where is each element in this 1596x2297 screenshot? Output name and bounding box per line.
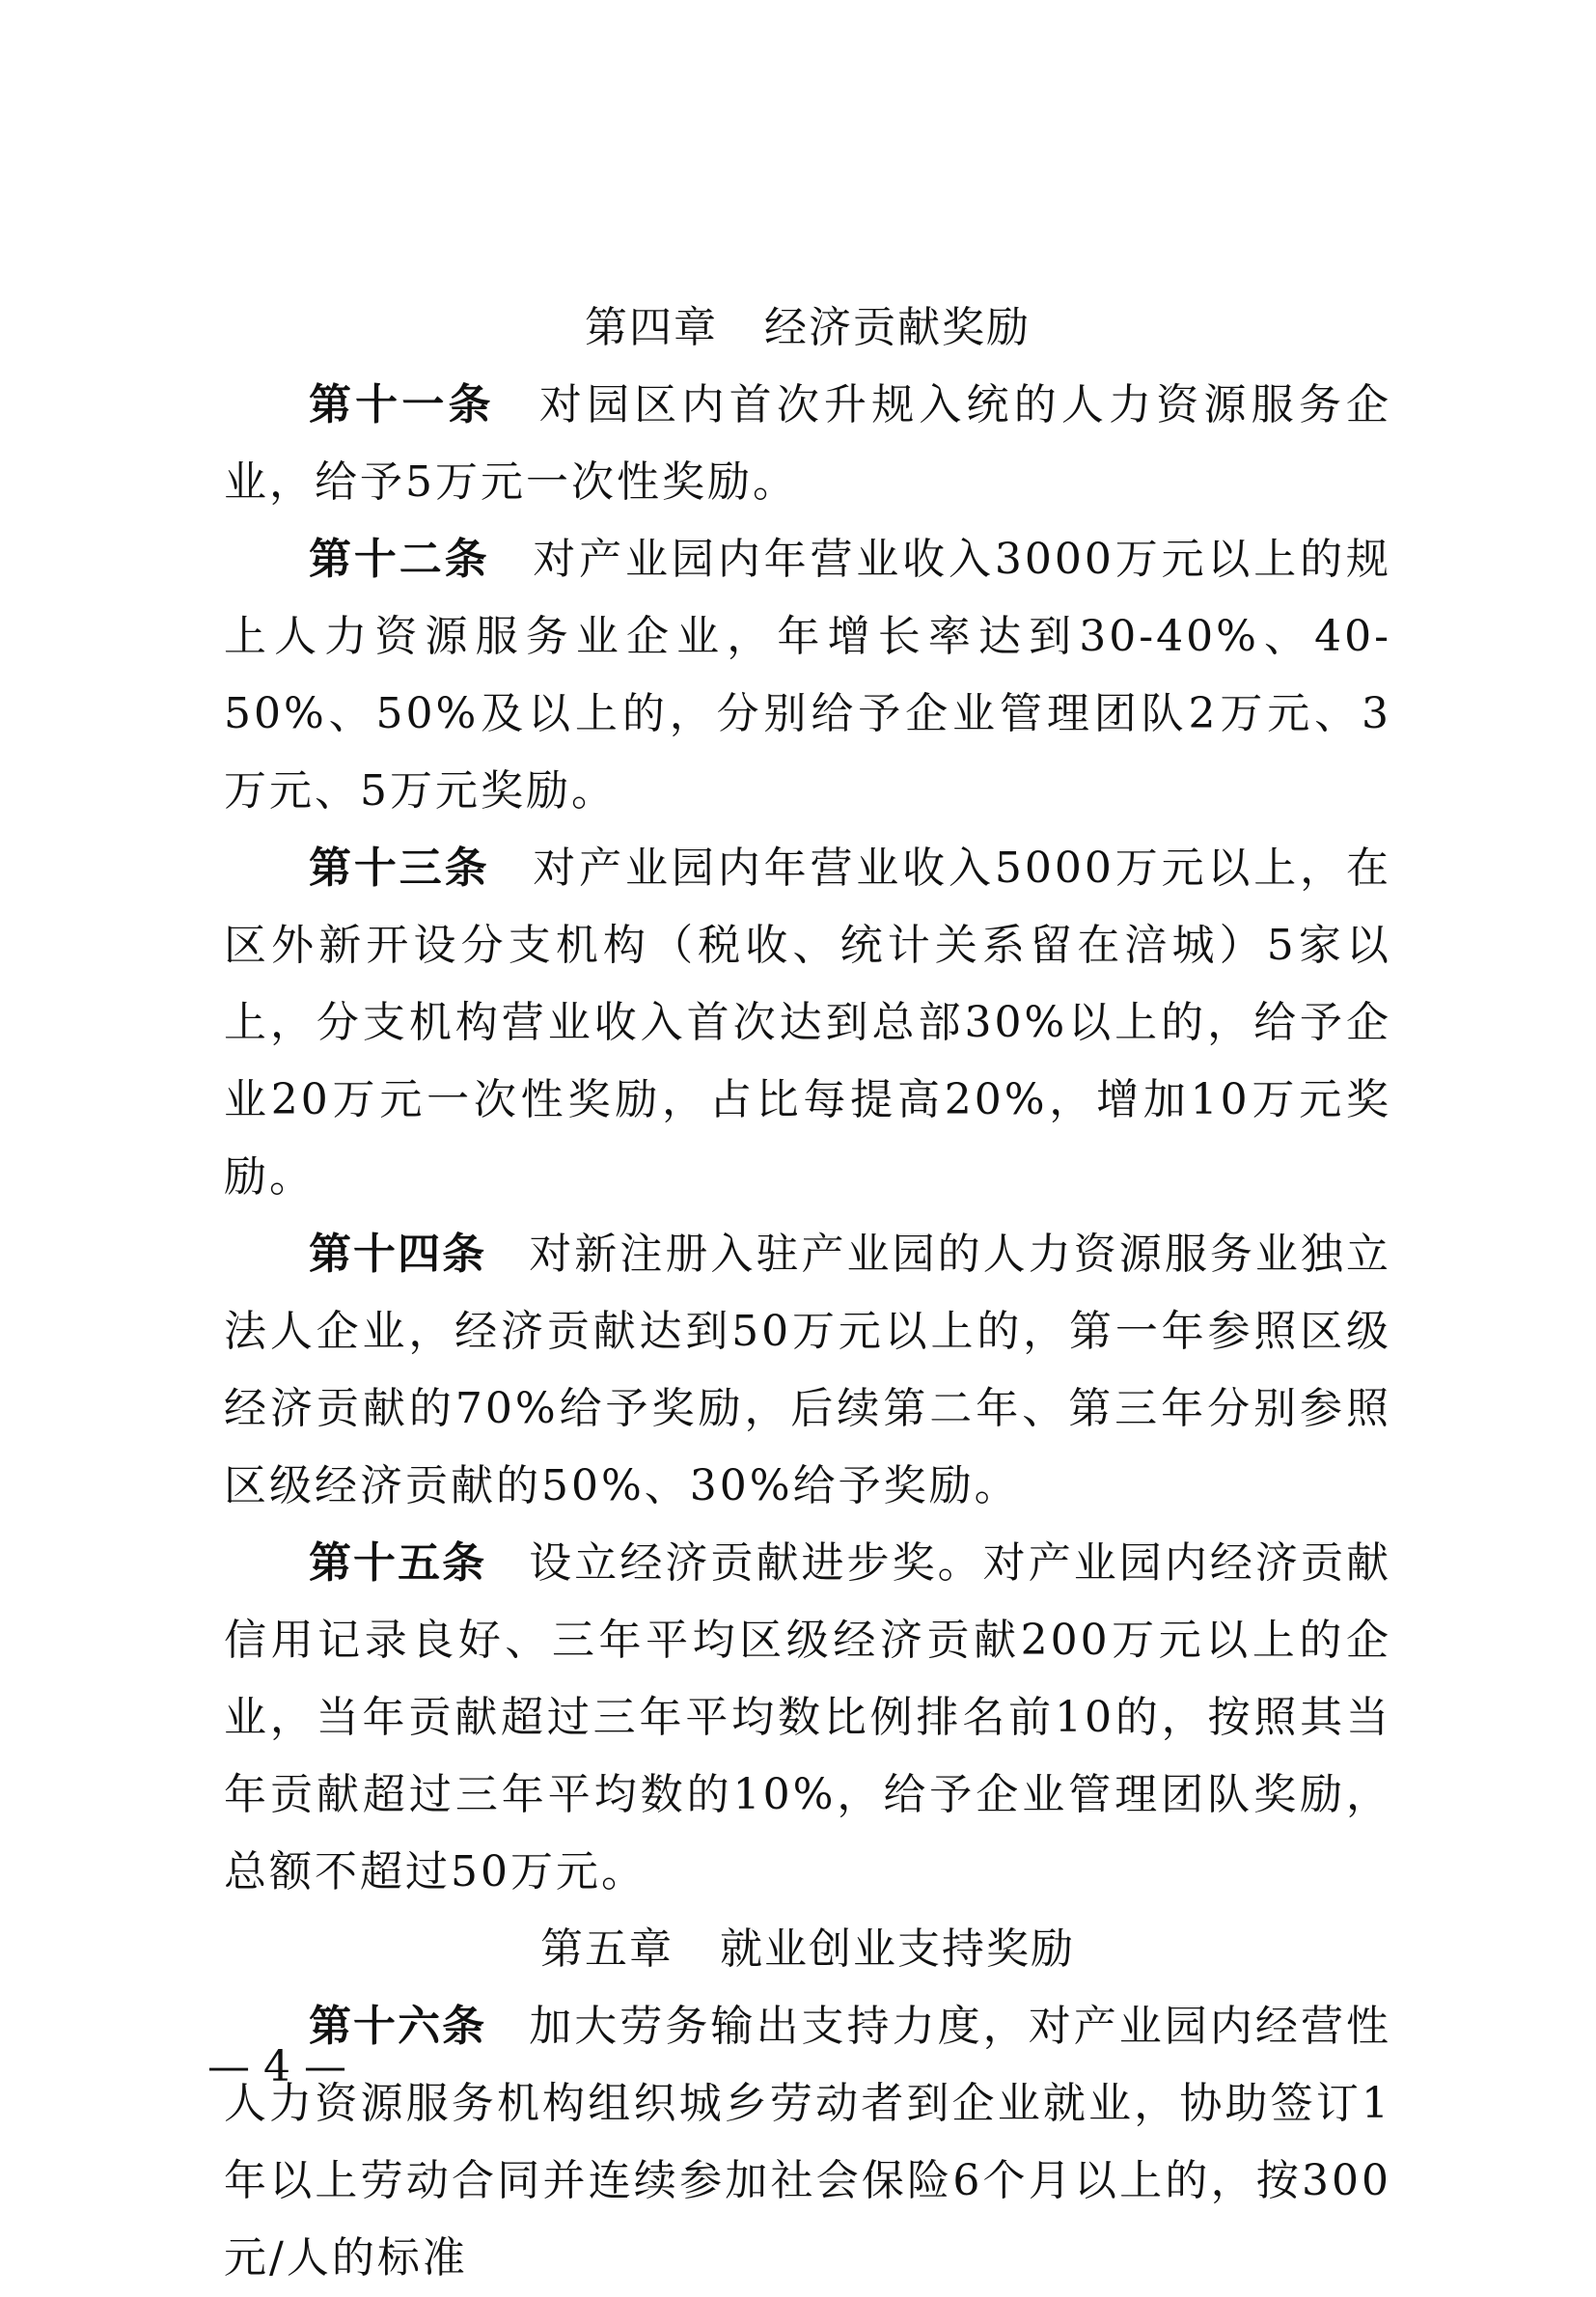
article-text: 对新注册入驻产业园的人力资源服务业独立法人企业，经济贡献达到50万元以上的，第一年参照区级经济贡献的70%给予奖励，后续第二年、第三年分别参照区级经济贡献的50%、30%给予奖励。 xyxy=(224,1230,1392,1510)
article-12 xyxy=(224,521,1391,830)
article-14 xyxy=(224,1216,1391,1525)
article-text: 对园区内首次升规入统的人力资源服务企业，给予5万元一次性奖励。 xyxy=(224,380,1392,507)
article-text: 加大劳务输出支持力度，对产业园内经营性人力资源服务机构组织城乡劳动者到企业就业，协助签订1年以上劳动合同并连续参加社会保险6个月以上的，按300元/人的标准 xyxy=(224,2002,1392,2283)
article-label: 第十三条 xyxy=(309,844,490,893)
article-label: 第十六条 xyxy=(309,2002,487,2051)
chapter-heading-5 xyxy=(224,1911,1391,1988)
chapter-title: 经济贡献奖励 xyxy=(764,303,1031,352)
article-label: 第十四条 xyxy=(309,1230,487,1279)
page-number: — 4 — xyxy=(207,2042,346,2091)
article-label: 第十一条 xyxy=(309,380,495,429)
article-text: 对产业园内年营业收入3000万元以上的规上人力资源服务业企业，年增长率达到30-40%、40-50%、50%及以上的，分别给予企业管理团队2万元、3万元、5万元奖励。 xyxy=(224,535,1391,816)
article-label: 第十二条 xyxy=(309,535,490,584)
article-13 xyxy=(224,830,1391,1216)
body-text xyxy=(224,290,1391,2297)
chapter-title: 就业创业支持奖励 xyxy=(720,1924,1075,1974)
article-15 xyxy=(224,1525,1391,1911)
article-11 xyxy=(224,367,1391,521)
chapter-heading-4 xyxy=(224,290,1391,367)
chapter-number: 第五章 xyxy=(540,1924,674,1974)
article-label: 第十五条 xyxy=(309,1538,487,1588)
chapter-number: 第四章 xyxy=(585,303,718,352)
article-text: 设立经济贡献进步奖。对产业园内经济贡献信用记录良好、三年平均区级经济贡献200万元以上的企业，当年贡献超过三年平均数比例排名前10的，按照其当年贡献超过三年平均数的10%，给予企业管理团队奖励，总额不超过50万元。 xyxy=(224,1538,1392,1896)
article-16 xyxy=(224,1988,1391,2297)
article-text: 对产业园内年营业收入5000万元以上，在区外新开设分支机构（税收、统计关系留在涪城）5家以上，分支机构营业收入首次达到总部30%以上的，给予企业20万元一次性奖励，占比每提高20%，增加10万元奖励。 xyxy=(224,844,1391,1202)
